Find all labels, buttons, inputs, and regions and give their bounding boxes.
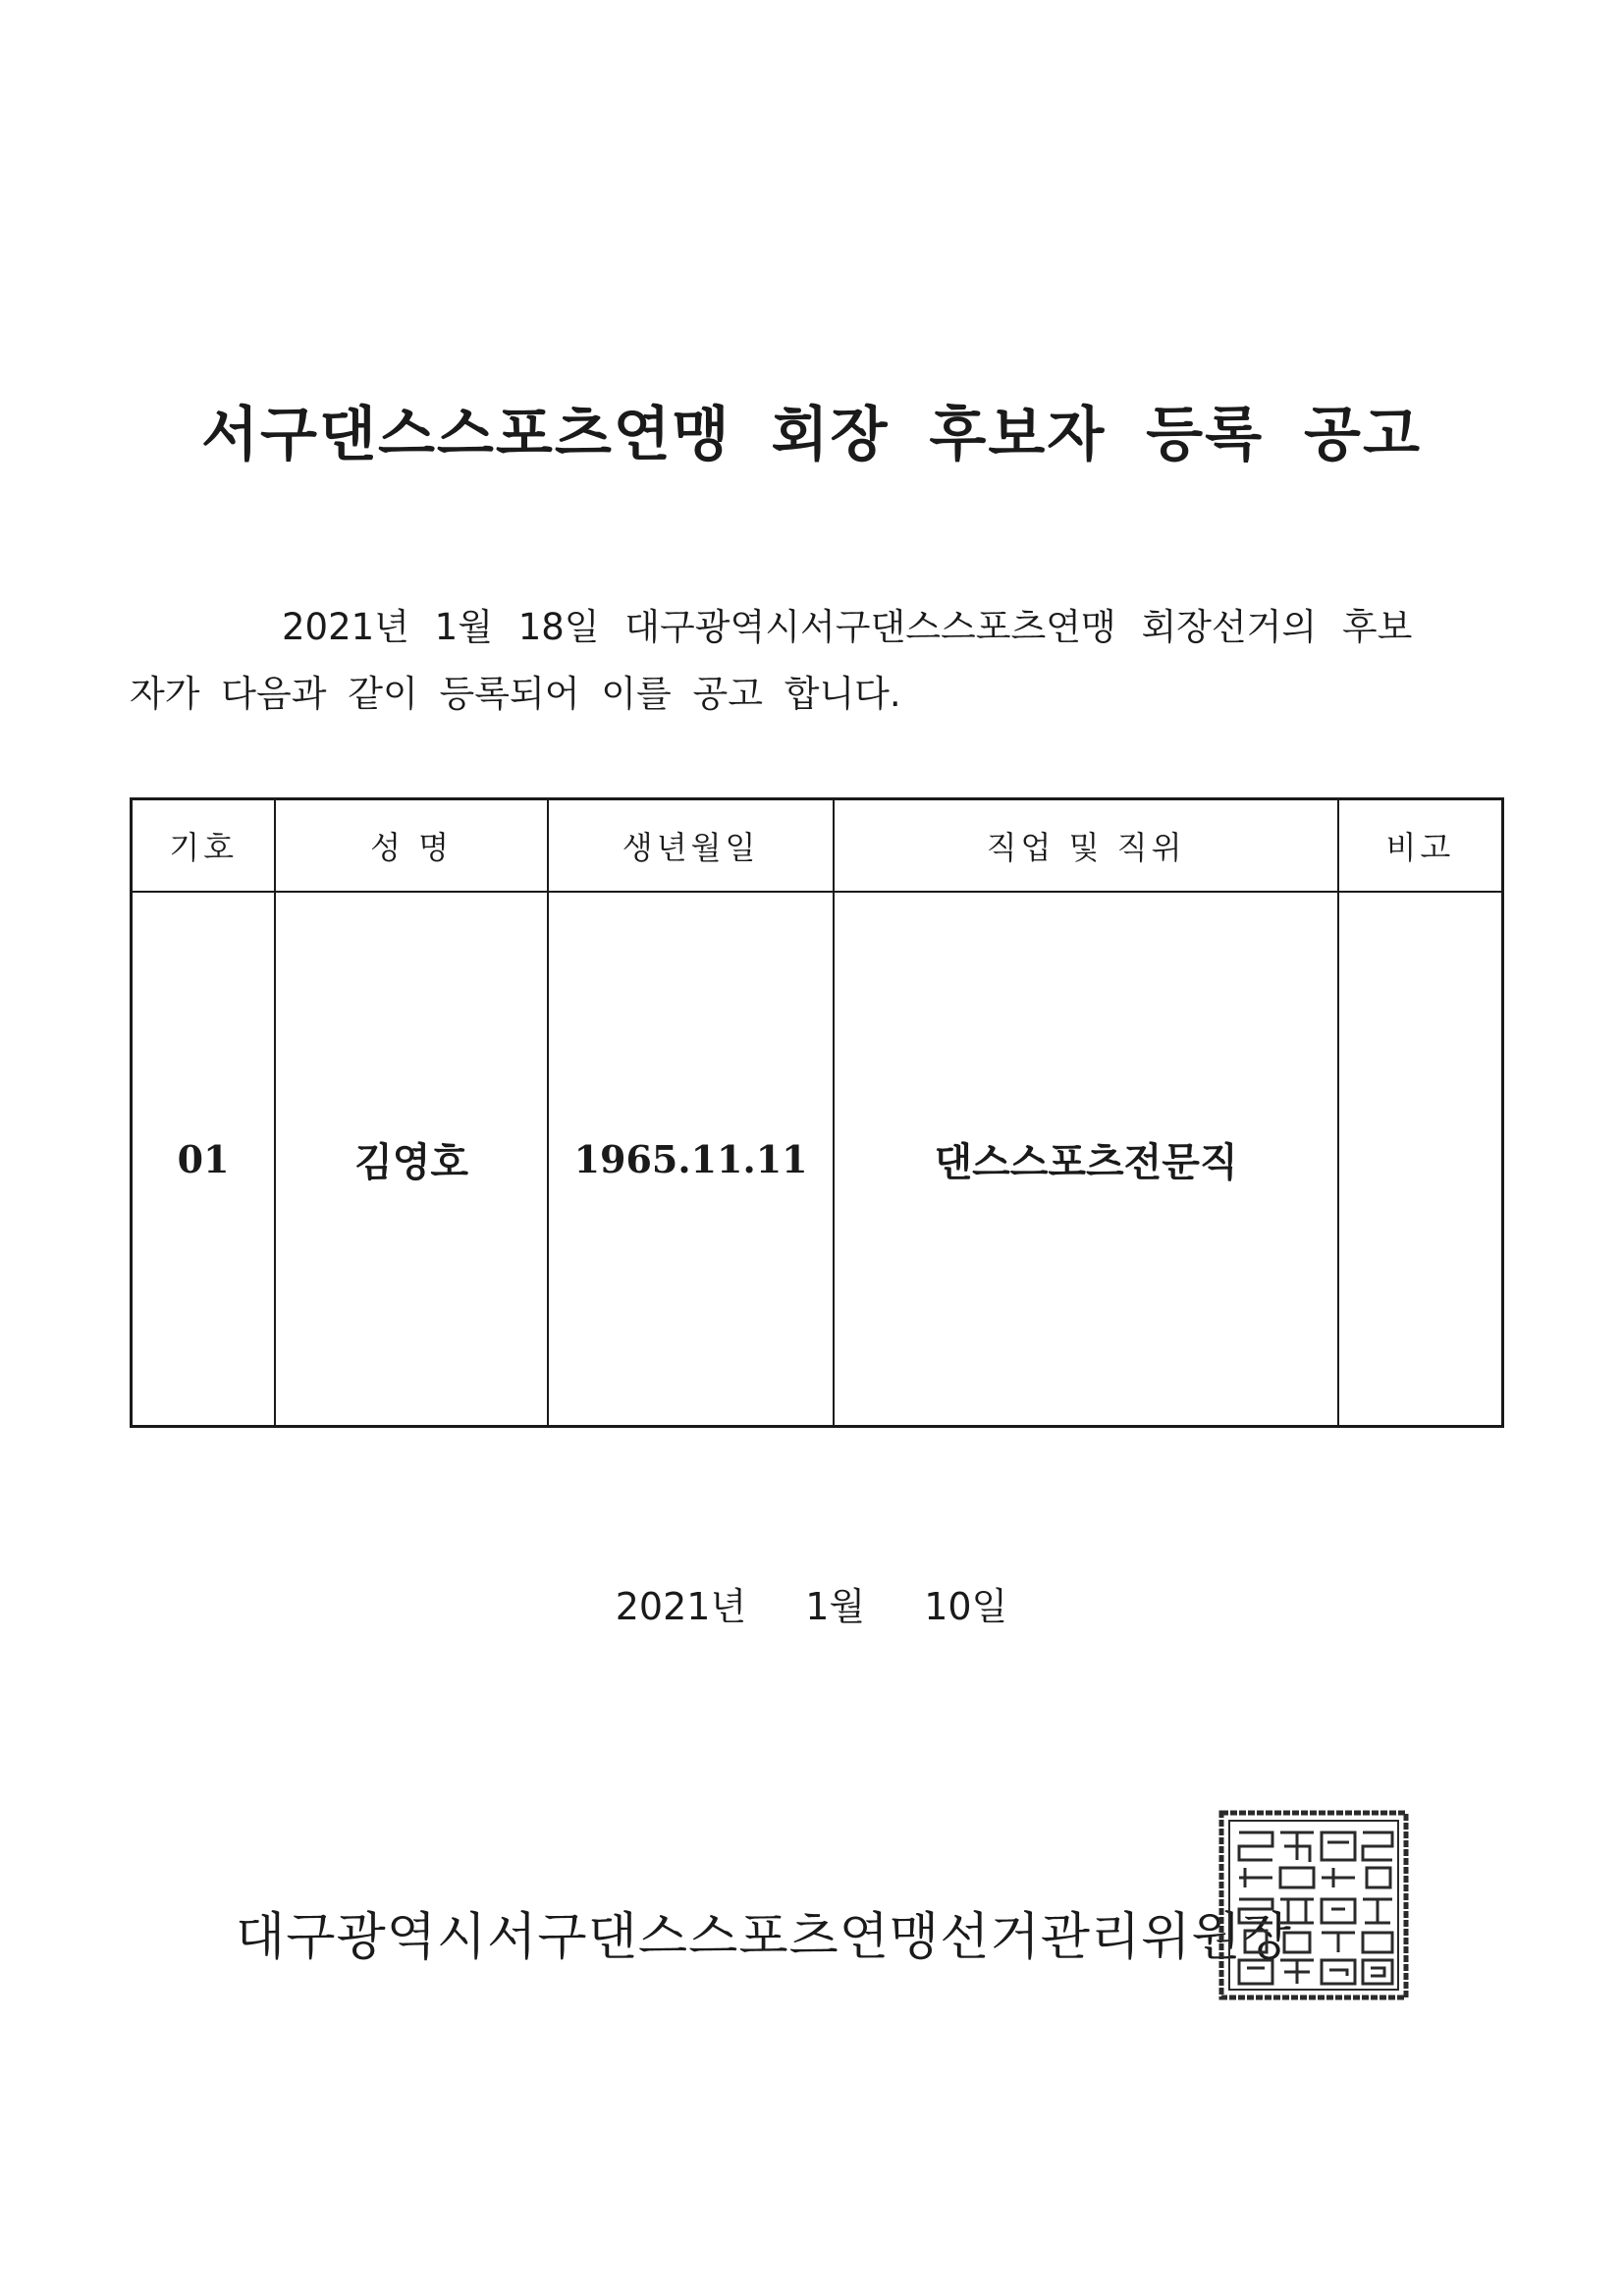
header-name: 성 명 <box>275 799 548 893</box>
announcement-body <box>130 594 1524 728</box>
candidate-birthdate: 1965.11.11 <box>548 892 834 1427</box>
announcement-date: 2021년 1월 10일 <box>615 1585 1008 1628</box>
table-header-row <box>132 799 1503 893</box>
header-occupation: 직업 및 직위 <box>834 799 1338 893</box>
candidate-occupation: 댄스스포츠전문직 <box>834 892 1338 1427</box>
candidate-table <box>130 797 1504 1428</box>
candidate-remarks <box>1338 892 1503 1427</box>
table-row <box>132 892 1503 1427</box>
candidate-number: 01 <box>132 892 276 1427</box>
header-remarks: 비고 <box>1338 799 1503 893</box>
header-birthdate: 생년월일 <box>548 799 834 893</box>
document-title: 서구댄스스포츠연맹 회장 후보자 등록 공고 <box>201 401 1422 469</box>
announcement-body-line-1: 2021년 1월 18일 대구광역시서구댄스스포츠연맹 회장선거의 후보 <box>282 606 1413 648</box>
announcement-body-line-2: 자가 다음과 같이 등록되어 이를 공고 합니다. <box>130 673 901 715</box>
issuer-name: 대구광역시서구댄스스포츠연맹선거관리위원장 <box>236 1908 1292 1967</box>
header-number: 기호 <box>132 799 276 893</box>
candidate-name: 김영호 <box>275 892 548 1427</box>
official-seal-icon <box>1216 1807 1412 2003</box>
